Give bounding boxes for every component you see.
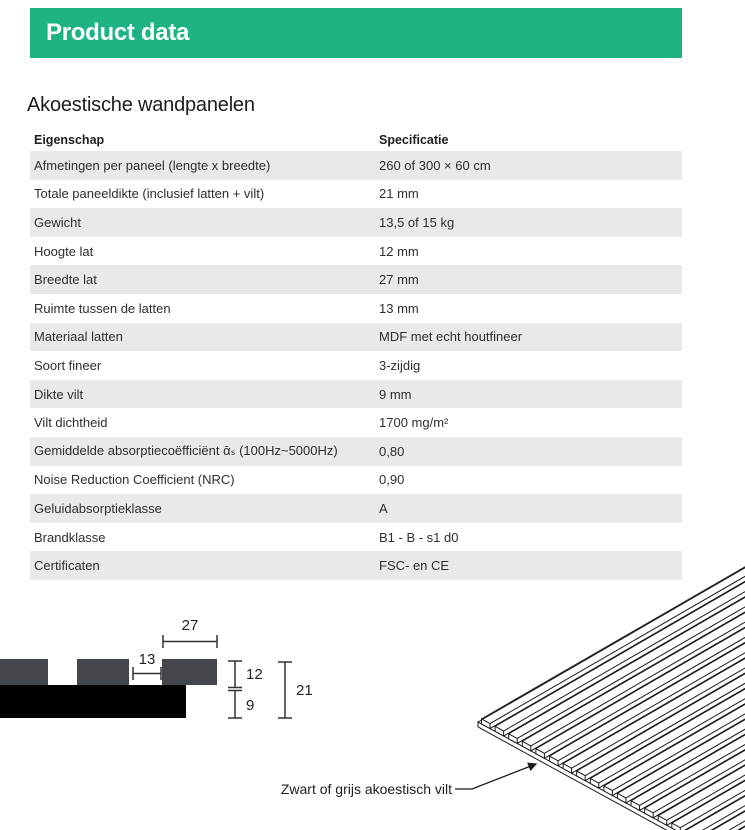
dim-label-21: 21	[296, 682, 313, 699]
specification-cell: 13,5 of 15 kg	[379, 214, 455, 230]
specification-cell: 9 mm	[379, 386, 412, 402]
table-row	[30, 466, 682, 495]
property-cell: Soort fineer	[34, 357, 102, 373]
table-row	[30, 494, 682, 523]
property-cell: Noise Reduction Coefficient (NRC)	[34, 472, 235, 488]
property-cell: Totale paneeldikte (inclusief latten + vilt)	[34, 186, 265, 202]
specification-cell: 27 mm	[379, 272, 419, 288]
specification-cell: 0,80	[379, 443, 405, 459]
specification-cell: 21 mm	[379, 186, 419, 202]
table-row	[30, 380, 682, 409]
table-row	[30, 180, 682, 209]
specification-cell: MDF met echt houtfineer	[379, 329, 523, 345]
table-row	[30, 208, 682, 237]
table-row	[30, 351, 682, 380]
table-row	[30, 323, 682, 352]
table-row	[30, 265, 682, 294]
table-row	[30, 408, 682, 437]
felt-leader-arrow	[450, 755, 550, 795]
dim-label-12: 12	[246, 666, 263, 683]
specification-cell: 3-zijdig	[379, 357, 421, 373]
page-title: Akoestische wandpanelen	[27, 94, 255, 116]
specification-cell: 12 mm	[379, 243, 419, 259]
dim-line-12	[228, 661, 242, 688]
specification-cell: FSC- en CE	[379, 558, 450, 574]
property-cell: Vilt dichtheid	[34, 415, 108, 431]
slat-rect	[162, 659, 217, 685]
table-row	[30, 294, 682, 323]
spec-table-head	[30, 128, 682, 151]
property-cell: Gemiddelde absorptiecoëfficiënt ᾱₛ (100Hz~5000Hz)	[34, 443, 338, 459]
spec-table	[30, 128, 682, 580]
property-cell: Hoogte lat	[34, 243, 94, 259]
header-eigenschap: Eigenschap	[34, 132, 105, 147]
header-row	[30, 128, 682, 151]
property-cell: Gewicht	[34, 214, 81, 230]
dim-label-27: 27	[181, 617, 199, 634]
felt-label: Zwart of grijs akoestisch vilt	[280, 781, 452, 797]
property-cell: Certificaten	[34, 558, 100, 574]
spec-table-body	[30, 151, 682, 580]
dim-line-21	[278, 662, 292, 718]
table-row	[30, 437, 682, 466]
property-cell: Dikte vilt	[34, 386, 84, 402]
dim-label-9: 9	[246, 697, 255, 714]
leader-line	[455, 764, 536, 789]
property-cell: Afmetingen per paneel (lengte x breedte)	[34, 157, 271, 173]
header-specificatie: Specificatie	[379, 132, 449, 147]
property-cell: Breedte lat	[34, 272, 97, 288]
slat-rect	[0, 659, 48, 685]
specification-cell: 13 mm	[379, 300, 419, 316]
property-cell: Ruimte tussen de latten	[34, 300, 171, 316]
specification-cell: 0,90	[379, 472, 405, 488]
table-row	[30, 151, 682, 180]
table-row	[30, 523, 682, 552]
dim-line-27	[163, 635, 217, 648]
table-row	[30, 237, 682, 266]
dim-line-9	[228, 691, 242, 719]
slat-rect	[77, 659, 129, 685]
dim-label-13: 13	[138, 651, 156, 668]
specification-cell: 1700 mg/m²	[379, 415, 449, 431]
property-cell: Brandklasse	[34, 529, 106, 545]
banner-title: Product data	[46, 19, 190, 46]
specification-cell: A	[379, 500, 388, 516]
specification-cell: B1 - B - s1 d0	[379, 529, 459, 545]
felt-rect	[0, 685, 186, 718]
section-banner	[30, 8, 682, 58]
specification-cell: 260 of 300 × 60 cm	[379, 157, 491, 173]
property-cell: Geluidabsorptieklasse	[34, 500, 162, 516]
cross-section-drawing	[0, 600, 340, 730]
property-cell: Materiaal latten	[34, 329, 123, 345]
dim-line-13	[133, 667, 161, 680]
